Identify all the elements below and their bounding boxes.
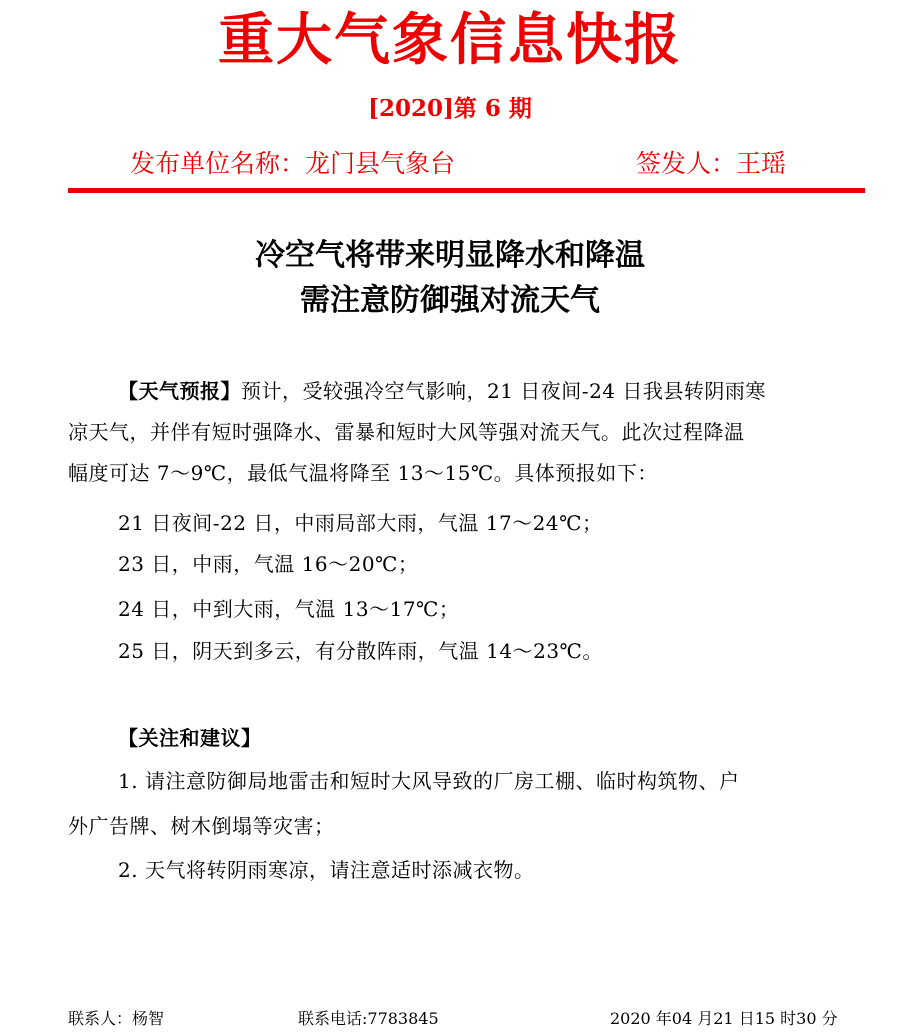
advice-tag: 【关注和建议】 bbox=[118, 726, 262, 750]
issue-number: [2020]第 6 期 bbox=[368, 95, 532, 122]
forecast-day-4: 25 日，阴天到多云，有分散阵雨，气温 14～23℃。 bbox=[118, 639, 603, 663]
headline-line-2: 需注意防御强对流天气 bbox=[300, 283, 600, 318]
advice-item-1-line-1: 1. 请注意防御局地雷击和短时大风导致的厂房工棚、临时构筑物、户 bbox=[118, 769, 740, 793]
footer-datetime: 2020 年04 月21 日15 时30 分 bbox=[610, 1009, 838, 1028]
header-divider bbox=[68, 188, 865, 193]
advice-item-1-line-2: 外广告牌、树木倒塌等灾害； bbox=[68, 814, 335, 838]
masthead-title: 重大气象信息快报 bbox=[218, 8, 682, 73]
forecast-tag: 【天气预报】 bbox=[118, 379, 241, 403]
forecast-day-1: 21 日夜间-22 日，中雨局部大雨，气温 17～24℃； bbox=[118, 511, 603, 535]
headline-line-1: 冷空气将带来明显降水和降温 bbox=[255, 238, 645, 273]
signer-line: 签发人：王瑶 bbox=[636, 149, 787, 178]
forecast-day-2: 23 日，中雨，气温 16～20℃； bbox=[118, 552, 419, 576]
publisher-line: 发布单位名称：龙门县气象台 bbox=[130, 149, 456, 178]
footer-phone: 联系电话:7783845 bbox=[298, 1009, 439, 1028]
forecast-intro-line-1 bbox=[118, 376, 766, 406]
advice-item-2: 2. 天气将转阴雨寒凉，请注意适时添减衣物。 bbox=[118, 858, 535, 882]
footer-contact: 联系人：杨智 bbox=[68, 1009, 165, 1028]
forecast-intro-line-2: 凉天气，并伴有短时强降水、雷暴和短时大风等强对流天气。此次过程降温 bbox=[68, 420, 745, 444]
forecast-intro-line-3: 幅度可达 7～9℃，最低气温将降至 13～15℃。具体预报如下： bbox=[68, 461, 658, 485]
forecast-intro-text: 预计，受较强冷空气影响，21 日夜间-24 日我县转阴雨寒 bbox=[241, 379, 766, 403]
forecast-day-3: 24 日，中到大雨，气温 13～17℃； bbox=[118, 597, 460, 621]
